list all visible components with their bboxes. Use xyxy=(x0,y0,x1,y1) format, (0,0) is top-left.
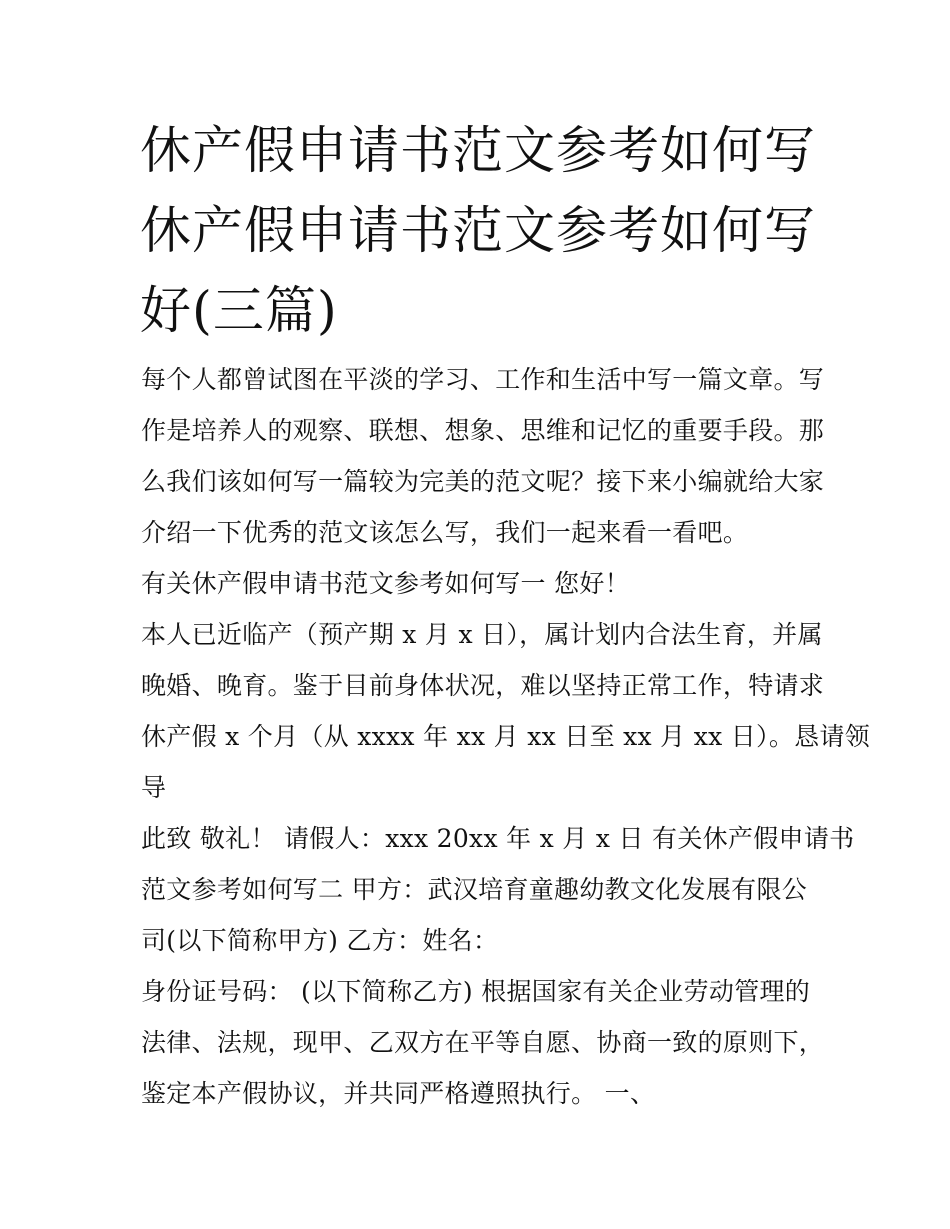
document-title xyxy=(140,112,820,352)
title-line: 好(三篇) xyxy=(140,282,338,341)
body-line: 导 xyxy=(141,773,167,802)
body-line: 身份证号码： (以下简称乙方) 根据国家有关企业劳动管理的 xyxy=(141,977,811,1006)
body-line: 介绍一下优秀的范文该怎么写，我们一起来看一看吧。 xyxy=(141,518,749,547)
body-line: 此致 敬礼！ 请假人：xxx 20xx 年 x 月 x 日 有关休产假申请书 xyxy=(141,824,855,853)
body-line: 么我们该如何写一篇较为完美的范文呢？接下来小编就给大家 xyxy=(141,467,825,496)
body-line: 休产假 x 个月（从 xxxx 年 xx 月 xx 日至 xx 月 xx 日）。恳请领 xyxy=(141,722,871,751)
body-line: 司(以下简称甲方) 乙方：姓名： xyxy=(141,926,499,955)
body-line: 范文参考如何写二 甲方：武汉培育童趣幼教文化发展有限公 xyxy=(141,875,808,904)
body-line: 作是培养人的观察、联想、想象、思维和记忆的重要手段。那 xyxy=(141,416,825,445)
document-body xyxy=(141,354,871,1119)
body-line: 本人已近临产（预产期 x 月 x 日），属计划内合法生育，并属 xyxy=(141,620,823,649)
title-line: 休产假申请书范文参考如何写 xyxy=(140,202,817,261)
title-line: 休产假申请书范文参考如何写 xyxy=(140,122,817,181)
body-line: 有关休产假申请书范文参考如何写一 您好！ xyxy=(141,569,630,598)
body-line: 每个人都曾试图在平淡的学习、工作和生活中写一篇文章。写 xyxy=(141,365,825,394)
body-line: 晚婚、晚育。鉴于目前身体状况，难以坚持正常工作，特请求 xyxy=(141,671,825,700)
body-line: 法律、法规，现甲、乙双方在平等自愿、协商一致的原则下， xyxy=(141,1028,825,1057)
body-line: 鉴定本产假协议，并共同严格遵照执行。 一、 xyxy=(141,1079,656,1108)
